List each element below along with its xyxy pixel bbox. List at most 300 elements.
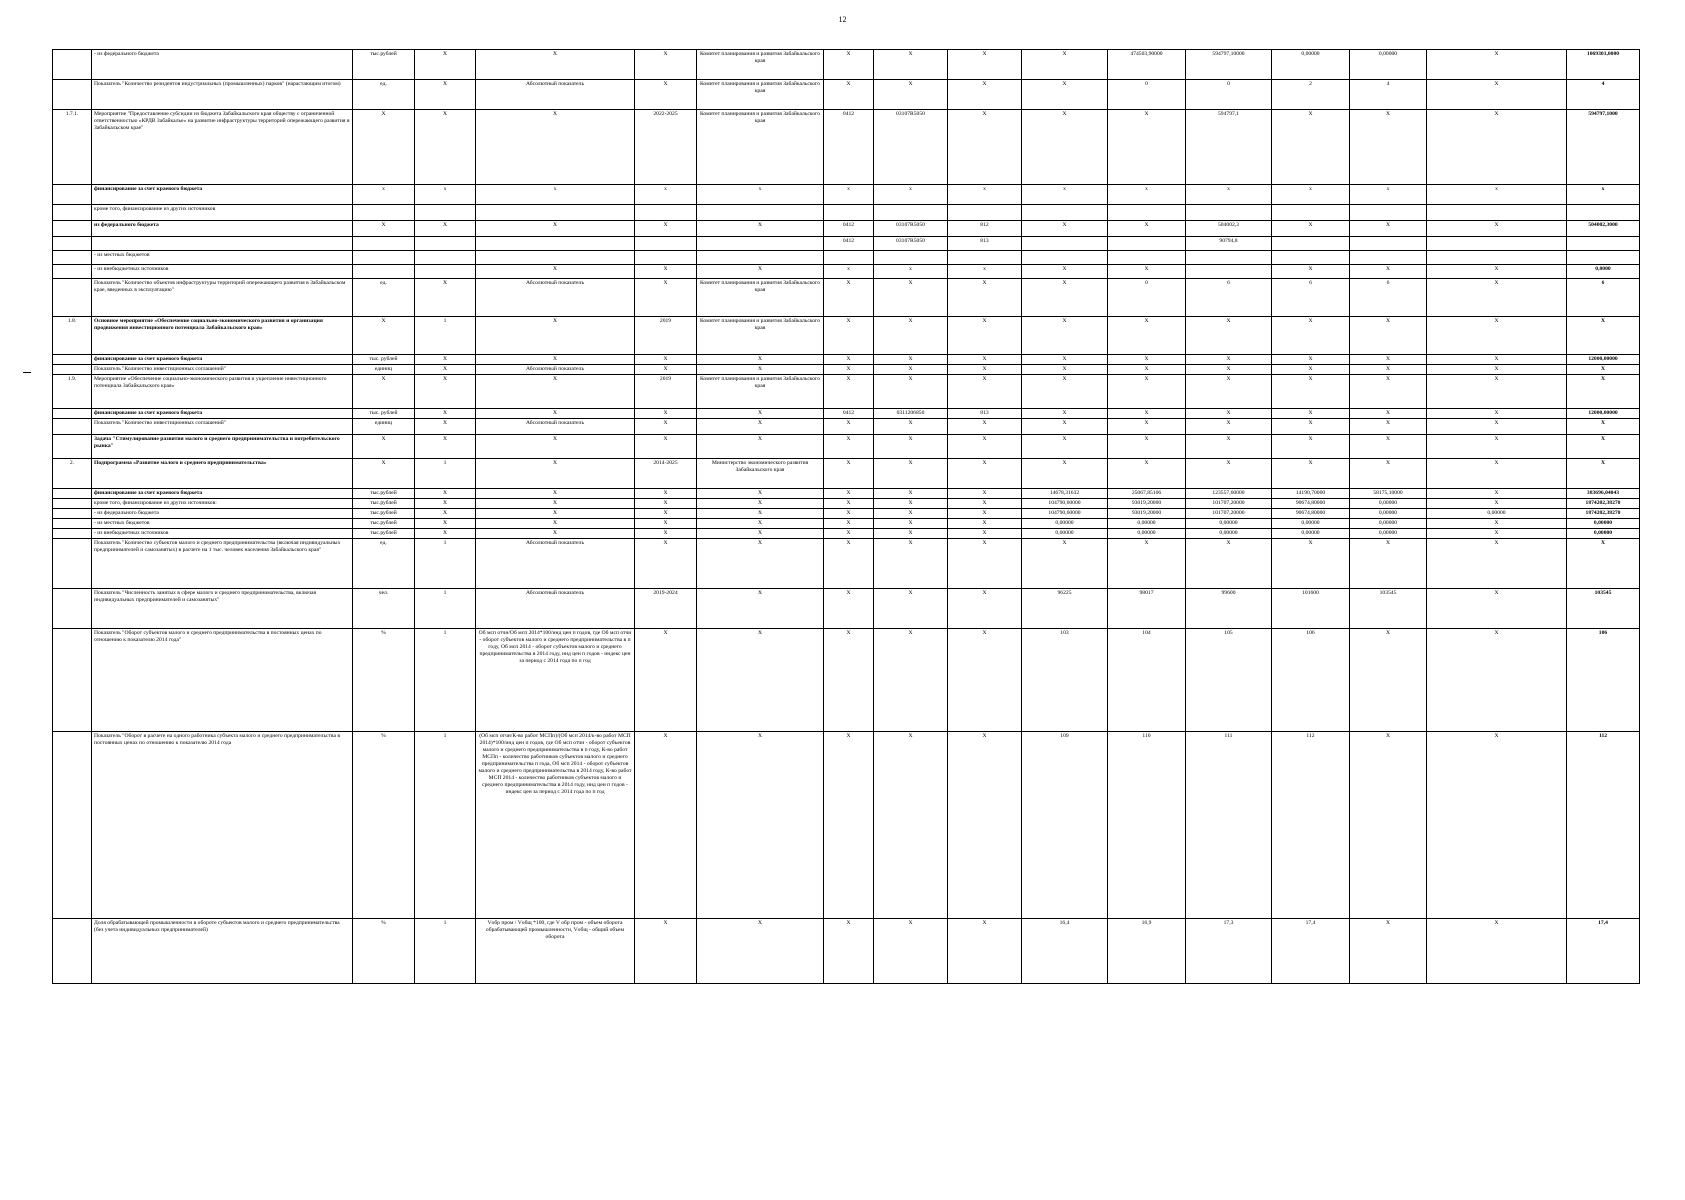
- table-cell: Показатель "Количество объектов инфраструктуры территорий опережающего развития в Забайкальском крае, введенных в эксплуатацию": [92, 279, 353, 317]
- table-cell: X: [948, 732, 1022, 919]
- table-cell: X: [1186, 365, 1272, 375]
- table-row: [53, 365, 1640, 375]
- table-cell: X: [874, 317, 948, 355]
- table-row: [53, 185, 1640, 205]
- table-cell: X: [635, 419, 697, 435]
- table-cell: [53, 279, 92, 317]
- table-cell: X: [1272, 539, 1350, 589]
- table-cell: X: [1427, 355, 1567, 365]
- table-cell: 0,00000: [1567, 529, 1640, 539]
- table-cell: X: [874, 509, 948, 519]
- table-cell: Министерство экономического развития Забайкальского края: [697, 459, 824, 489]
- table-cell: Абсолютный показатель: [476, 419, 635, 435]
- table-cell: 0412: [824, 237, 874, 251]
- table-cell: [1350, 237, 1427, 251]
- table-cell: 17,4: [1567, 919, 1640, 984]
- table-cell: тыс.рублей: [353, 509, 415, 519]
- table-cell: Подпрограмма «Развитие малого и среднего предпринимательства»: [92, 459, 353, 489]
- table-cell: 104: [1108, 629, 1186, 732]
- table-cell: X: [1108, 409, 1186, 419]
- table-cell: 17,4: [1272, 919, 1350, 984]
- table-cell: 594797,10000: [1186, 50, 1272, 80]
- table-cell: [415, 251, 476, 265]
- table-cell: X: [697, 409, 824, 419]
- table-cell: - из местных бюджетов: [92, 251, 353, 265]
- table-row: [53, 629, 1640, 732]
- table-cell: 58175,10000: [1350, 489, 1427, 499]
- table-cell: кроме того, финансирование из других источников: [92, 205, 353, 221]
- table-cell: X: [1022, 365, 1108, 375]
- table-cell: X: [1427, 499, 1567, 509]
- table-cell: [1567, 237, 1640, 251]
- table-cell: 106: [1272, 629, 1350, 732]
- table-cell: x: [476, 185, 635, 205]
- table-cell: [1022, 237, 1108, 251]
- table-cell: X: [1350, 919, 1427, 984]
- table-cell: X: [1272, 110, 1350, 185]
- table-cell: Комитет планирования и развития Забайкальского края: [697, 317, 824, 355]
- table-cell: X: [635, 499, 697, 509]
- table-cell: X: [415, 489, 476, 499]
- table-cell: X: [353, 110, 415, 185]
- table-cell: [635, 237, 697, 251]
- table-cell: 93019,20000: [1108, 509, 1186, 519]
- table-cell: [1272, 251, 1350, 265]
- table-cell: 1069301,0000: [1567, 50, 1640, 80]
- table-cell: X: [948, 539, 1022, 589]
- table-cell: X: [1427, 539, 1567, 589]
- table-row: [53, 499, 1640, 509]
- table-cell: 0,00000: [1350, 50, 1427, 80]
- table-cell: X: [353, 317, 415, 355]
- table-cell: X: [1022, 221, 1108, 237]
- table-cell: X: [948, 279, 1022, 317]
- table-cell: 0412: [824, 409, 874, 419]
- table-cell: 4: [1350, 80, 1427, 110]
- table-cell: X: [824, 732, 874, 919]
- table-cell: X: [1022, 419, 1108, 435]
- table-row: [53, 509, 1640, 519]
- table-row: [53, 409, 1640, 419]
- table-cell: X: [948, 365, 1022, 375]
- table-cell: 109: [1022, 732, 1108, 919]
- table-cell: [53, 80, 92, 110]
- table-body: [53, 50, 1640, 984]
- table-cell: X: [415, 279, 476, 317]
- table-cell: X: [824, 459, 874, 489]
- table-cell: 812: [948, 221, 1022, 237]
- table-cell: [1567, 251, 1640, 265]
- table-cell: X: [1350, 317, 1427, 355]
- table-cell: X: [1567, 365, 1640, 375]
- table-cell: X: [1427, 459, 1567, 489]
- table-cell: X: [635, 365, 697, 375]
- table-cell: [53, 919, 92, 984]
- table-cell: X: [697, 589, 824, 629]
- table-cell: 0,00000: [1427, 509, 1567, 519]
- table-cell: X: [874, 375, 948, 409]
- table-cell: [53, 265, 92, 279]
- table-cell: x: [874, 265, 948, 279]
- table-cell: X: [1022, 279, 1108, 317]
- table-cell: [53, 629, 92, 732]
- table-cell: 0412: [824, 110, 874, 185]
- table-cell: 2022-2025: [635, 110, 697, 185]
- table-cell: X: [1272, 375, 1350, 409]
- table-cell: 594797,1: [1186, 110, 1272, 185]
- table-cell: тыс. рублей: [353, 355, 415, 365]
- table-cell: X: [635, 50, 697, 80]
- table-cell: 0,00000: [1108, 529, 1186, 539]
- table-cell: x: [635, 185, 697, 205]
- table-cell: X: [476, 221, 635, 237]
- table-cell: X: [1186, 459, 1272, 489]
- table-cell: X: [1350, 365, 1427, 375]
- table-cell: тыс.рублей: [353, 529, 415, 539]
- table-cell: 2019: [635, 375, 697, 409]
- table-cell: 0,00000: [1272, 519, 1350, 529]
- table-cell: X: [697, 509, 824, 519]
- table-cell: [824, 251, 874, 265]
- table-cell: [697, 251, 824, 265]
- table-cell: X: [1186, 419, 1272, 435]
- table-cell: X: [824, 419, 874, 435]
- table-cell: 99600: [1186, 589, 1272, 629]
- table-cell: [1427, 237, 1567, 251]
- table-cell: x: [1022, 185, 1108, 205]
- table-cell: 17,3: [1186, 919, 1272, 984]
- table-cell: 1: [415, 919, 476, 984]
- table-cell: x: [1186, 185, 1272, 205]
- table-cell: X: [1427, 221, 1567, 237]
- table-cell: 1: [415, 539, 476, 589]
- table-cell: x: [948, 265, 1022, 279]
- table-cell: %: [353, 629, 415, 732]
- table-cell: X: [1427, 519, 1567, 529]
- table-cell: из федерального бюджета: [92, 221, 353, 237]
- table-cell: [476, 237, 635, 251]
- margin-mark: [23, 372, 31, 373]
- table-cell: Мероприятие «Обеспечение социально-экономического развития и укрепление инвестиционного потенциала Забайкальского края»: [92, 375, 353, 409]
- table-cell: [353, 265, 415, 279]
- table-cell: X: [1272, 419, 1350, 435]
- table-cell: 0,00000: [1350, 529, 1427, 539]
- table-cell: X: [1427, 80, 1567, 110]
- table-cell: 111: [1186, 732, 1272, 919]
- table-cell: X: [635, 919, 697, 984]
- table-cell: [353, 237, 415, 251]
- table-cell: 101707,20000: [1186, 509, 1272, 519]
- table-cell: 123557,60000: [1186, 489, 1272, 499]
- table-cell: X: [1567, 539, 1640, 589]
- table-cell: 0: [1186, 80, 1272, 110]
- table-row: [53, 80, 1640, 110]
- table-cell: X: [1567, 419, 1640, 435]
- table-cell: [415, 237, 476, 251]
- table-cell: X: [353, 375, 415, 409]
- table-cell: 103545: [1567, 589, 1640, 629]
- table-row: [53, 205, 1640, 221]
- table-cell: [53, 539, 92, 589]
- table-cell: X: [1186, 355, 1272, 365]
- table-cell: X: [697, 539, 824, 589]
- table-cell: Комитет планирования и развития Забайкальского края: [697, 80, 824, 110]
- table-cell: X: [1427, 419, 1567, 435]
- table-cell: X: [948, 317, 1022, 355]
- table-cell: Показатель "Количество инвестиционных соглашений": [92, 365, 353, 375]
- table-cell: X: [824, 539, 874, 589]
- table-cell: X: [824, 629, 874, 732]
- table-cell: 1.7.1.: [53, 110, 92, 185]
- table-row: [53, 489, 1640, 499]
- table-cell: X: [1022, 355, 1108, 365]
- table-cell: X: [1022, 265, 1108, 279]
- table-row: [53, 519, 1640, 529]
- table-cell: X: [874, 50, 948, 80]
- table-cell: 0,00000: [1186, 519, 1272, 529]
- table-cell: X: [635, 265, 697, 279]
- table-cell: X: [1427, 375, 1567, 409]
- table-cell: [92, 237, 353, 251]
- table-cell: X: [948, 110, 1022, 185]
- table-cell: X: [1186, 409, 1272, 419]
- table-cell: X: [1022, 80, 1108, 110]
- table-cell: [1350, 251, 1427, 265]
- table-cell: X: [824, 519, 874, 529]
- table-cell: X: [697, 529, 824, 539]
- table-row: [53, 419, 1640, 435]
- table-cell: X: [635, 509, 697, 519]
- table-cell: X: [1108, 365, 1186, 375]
- table-cell: X: [415, 110, 476, 185]
- table-cell: X: [874, 365, 948, 375]
- table-cell: X: [948, 375, 1022, 409]
- table-cell: ед.: [353, 279, 415, 317]
- table-cell: [476, 251, 635, 265]
- table-cell: [1022, 251, 1108, 265]
- table-cell: 16,9: [1108, 919, 1186, 984]
- table-cell: 104790,60000: [1022, 499, 1108, 509]
- table-cell: X: [1108, 317, 1186, 355]
- table-cell: X: [476, 265, 635, 279]
- table-cell: X: [874, 519, 948, 529]
- table-cell: X: [824, 317, 874, 355]
- table-cell: [1350, 205, 1427, 221]
- table-cell: x: [697, 185, 824, 205]
- table-cell: 0,00000: [1350, 499, 1427, 509]
- table-cell: X: [1567, 459, 1640, 489]
- table-cell: X: [824, 50, 874, 80]
- table-cell: X: [697, 435, 824, 459]
- page-number: 12: [838, 15, 847, 24]
- table-cell: [415, 205, 476, 221]
- table-cell: X: [1108, 221, 1186, 237]
- table-cell: X: [476, 409, 635, 419]
- table-row: [53, 919, 1640, 984]
- table-cell: 6: [1350, 279, 1427, 317]
- table-cell: X: [948, 519, 1022, 529]
- table-cell: X: [1350, 732, 1427, 919]
- table-cell: 504002,3: [1186, 221, 1272, 237]
- table-cell: X: [1350, 459, 1427, 489]
- table-cell: [1108, 251, 1186, 265]
- table-cell: X: [948, 629, 1022, 732]
- table-cell: X: [1022, 409, 1108, 419]
- table-cell: X: [1427, 265, 1567, 279]
- table-row: [53, 355, 1640, 365]
- table-cell: [948, 205, 1022, 221]
- table-cell: X: [948, 355, 1022, 365]
- table-cell: X: [635, 539, 697, 589]
- table-cell: X: [824, 435, 874, 459]
- table-cell: X: [1186, 435, 1272, 459]
- table-cell: X: [353, 459, 415, 489]
- table-cell: X: [1108, 435, 1186, 459]
- table-cell: X: [1108, 539, 1186, 589]
- table-cell: X: [824, 529, 874, 539]
- table-cell: тыс.рублей: [353, 489, 415, 499]
- table-cell: [635, 251, 697, 265]
- table-row: [53, 50, 1640, 80]
- table-cell: X: [1272, 265, 1350, 279]
- table-cell: %: [353, 732, 415, 919]
- table-cell: [53, 499, 92, 509]
- table-cell: X: [476, 489, 635, 499]
- table-cell: 103545: [1350, 589, 1427, 629]
- table-cell: X: [635, 409, 697, 419]
- table-cell: 0311206850: [874, 409, 948, 419]
- table-cell: [1186, 265, 1272, 279]
- table-cell: Показатель "Количество субъектов малого и среднего предпринимательства (включая индивидуальных предпринимателей и самозанятых) в расчете на 1 тыс. человек населения Забайкальского края": [92, 539, 353, 589]
- table-cell: финансирование за счет краевого бюджета: [92, 355, 353, 365]
- table-cell: X: [1108, 265, 1186, 279]
- table-cell: [824, 205, 874, 221]
- table-cell: x: [824, 185, 874, 205]
- table-cell: 0: [1108, 80, 1186, 110]
- table-cell: [53, 205, 92, 221]
- table-cell: X: [697, 365, 824, 375]
- table-cell: - из федерального бюджета: [92, 509, 353, 519]
- table-cell: X: [874, 419, 948, 435]
- table-cell: X: [476, 375, 635, 409]
- table-cell: X: [1567, 317, 1640, 355]
- table-cell: X: [948, 499, 1022, 509]
- table-cell: [53, 251, 92, 265]
- table-cell: X: [1022, 50, 1108, 80]
- table-cell: X: [874, 732, 948, 919]
- table-cell: чел.: [353, 589, 415, 629]
- table-cell: 0,00000: [1022, 529, 1108, 539]
- table-cell: 16,4: [1022, 919, 1108, 984]
- table-cell: X: [415, 50, 476, 80]
- table-row: [53, 251, 1640, 265]
- table-cell: X: [824, 489, 874, 499]
- table-cell: X: [415, 435, 476, 459]
- table-cell: X: [635, 435, 697, 459]
- table-cell: тыс. рублей: [353, 409, 415, 419]
- table-cell: [53, 732, 92, 919]
- table-cell: [1022, 205, 1108, 221]
- table-cell: (Об мсп отчн/К-во работ МСПп)/(Об мсп 2014/к-во работ МСП 2014)*100/инд цен п годов, где Об мсп отчн - оборот субъектов малого и среднего предпринимательства в п году, К-во работ МСПп - количество работников субъектов малого и среднего предпринимательства п года, Об мсп 2014 - оборот субъектов малого и среднего предпринимательства в 2014 году, К-во работ МСП 2014 - количество работников субъектов малого и среднего предпринимательства в 2014 году, инд цен п годов - индекс цен за период с 2014 года по п год: [476, 732, 635, 919]
- table-cell: X: [874, 529, 948, 539]
- table-cell: x: [1272, 185, 1350, 205]
- table-cell: финансирование за счет краевого бюджета: [92, 489, 353, 499]
- table-cell: Комитет планирования и развития Забайкальского края: [697, 50, 824, 80]
- table-cell: X: [1022, 375, 1108, 409]
- table-cell: [874, 251, 948, 265]
- table-cell: X: [824, 509, 874, 519]
- table-cell: x: [874, 185, 948, 205]
- table-row: [53, 317, 1640, 355]
- table-cell: X: [476, 459, 635, 489]
- table-cell: x: [824, 265, 874, 279]
- table-cell: X: [415, 365, 476, 375]
- table-cell: 1.8.: [53, 317, 92, 355]
- table-cell: финансирование за счет краевого бюджета: [92, 185, 353, 205]
- table-cell: X: [635, 80, 697, 110]
- table-cell: 2014-2025: [635, 459, 697, 489]
- table-cell: [53, 489, 92, 499]
- table-cell: [53, 409, 92, 419]
- table-cell: X: [635, 732, 697, 919]
- table-cell: [53, 237, 92, 251]
- table-cell: Комитет планирования и развития Забайкальского края: [697, 375, 824, 409]
- table-cell: [53, 221, 92, 237]
- table-cell: Показатель "Количество резидентов индустриальных (промышленных) парков" (нарастающим итогом): [92, 80, 353, 110]
- table-cell: X: [874, 589, 948, 629]
- table-cell: Об мсп отчн/Об мсп 2014*100/инд цен п годов, где Об мсп отчн - оборот субъектов малого и среднего предпринимательства в п году, Об мсп 2014 - оборот субъектов малого и среднего предпринимательства в 2014 году, инд цен п годов - индекс цен за период с 2014 года по п год: [476, 629, 635, 732]
- table-cell: 90674,80000: [1272, 509, 1350, 519]
- table-cell: X: [1186, 375, 1272, 409]
- table-cell: X: [1022, 110, 1108, 185]
- table-cell: X: [476, 499, 635, 509]
- table-cell: X: [1272, 409, 1350, 419]
- table-cell: X: [824, 355, 874, 365]
- table-cell: 0,00000: [1108, 519, 1186, 529]
- table-cell: X: [415, 80, 476, 110]
- table-cell: 1: [415, 589, 476, 629]
- table-cell: Комитет планирования и развития Забайкальского края: [697, 110, 824, 185]
- table-cell: Абсолютный показатель: [476, 279, 635, 317]
- table-cell: X: [697, 419, 824, 435]
- table-cell: X: [697, 355, 824, 365]
- table-cell: Показатель "Оборот в расчете на одного работника субъекта малого и среднего предпринимательства в постоянных ценах по отношению к показателю 2014 года: [92, 732, 353, 919]
- table-cell: X: [824, 375, 874, 409]
- table-cell: 383696,04043: [1567, 489, 1640, 499]
- table-cell: X: [1567, 435, 1640, 459]
- table-cell: X: [697, 919, 824, 984]
- table-cell: X: [874, 499, 948, 509]
- table-cell: X: [1427, 629, 1567, 732]
- table-cell: X: [874, 629, 948, 732]
- table-cell: X: [1350, 419, 1427, 435]
- table-cell: X: [874, 489, 948, 499]
- table-cell: X: [824, 589, 874, 629]
- table-cell: ед.: [353, 539, 415, 589]
- table-cell: X: [874, 919, 948, 984]
- table-cell: [353, 251, 415, 265]
- table-cell: X: [824, 365, 874, 375]
- table-cell: X: [948, 459, 1022, 489]
- table-cell: X: [1108, 355, 1186, 365]
- table-cell: единиц: [353, 365, 415, 375]
- table-cell: X: [697, 221, 824, 237]
- table-cell: Абсолютный показатель: [476, 80, 635, 110]
- table-cell: 101600: [1272, 589, 1350, 629]
- table-cell: X: [824, 80, 874, 110]
- table-row: [53, 110, 1640, 185]
- table-cell: [53, 185, 92, 205]
